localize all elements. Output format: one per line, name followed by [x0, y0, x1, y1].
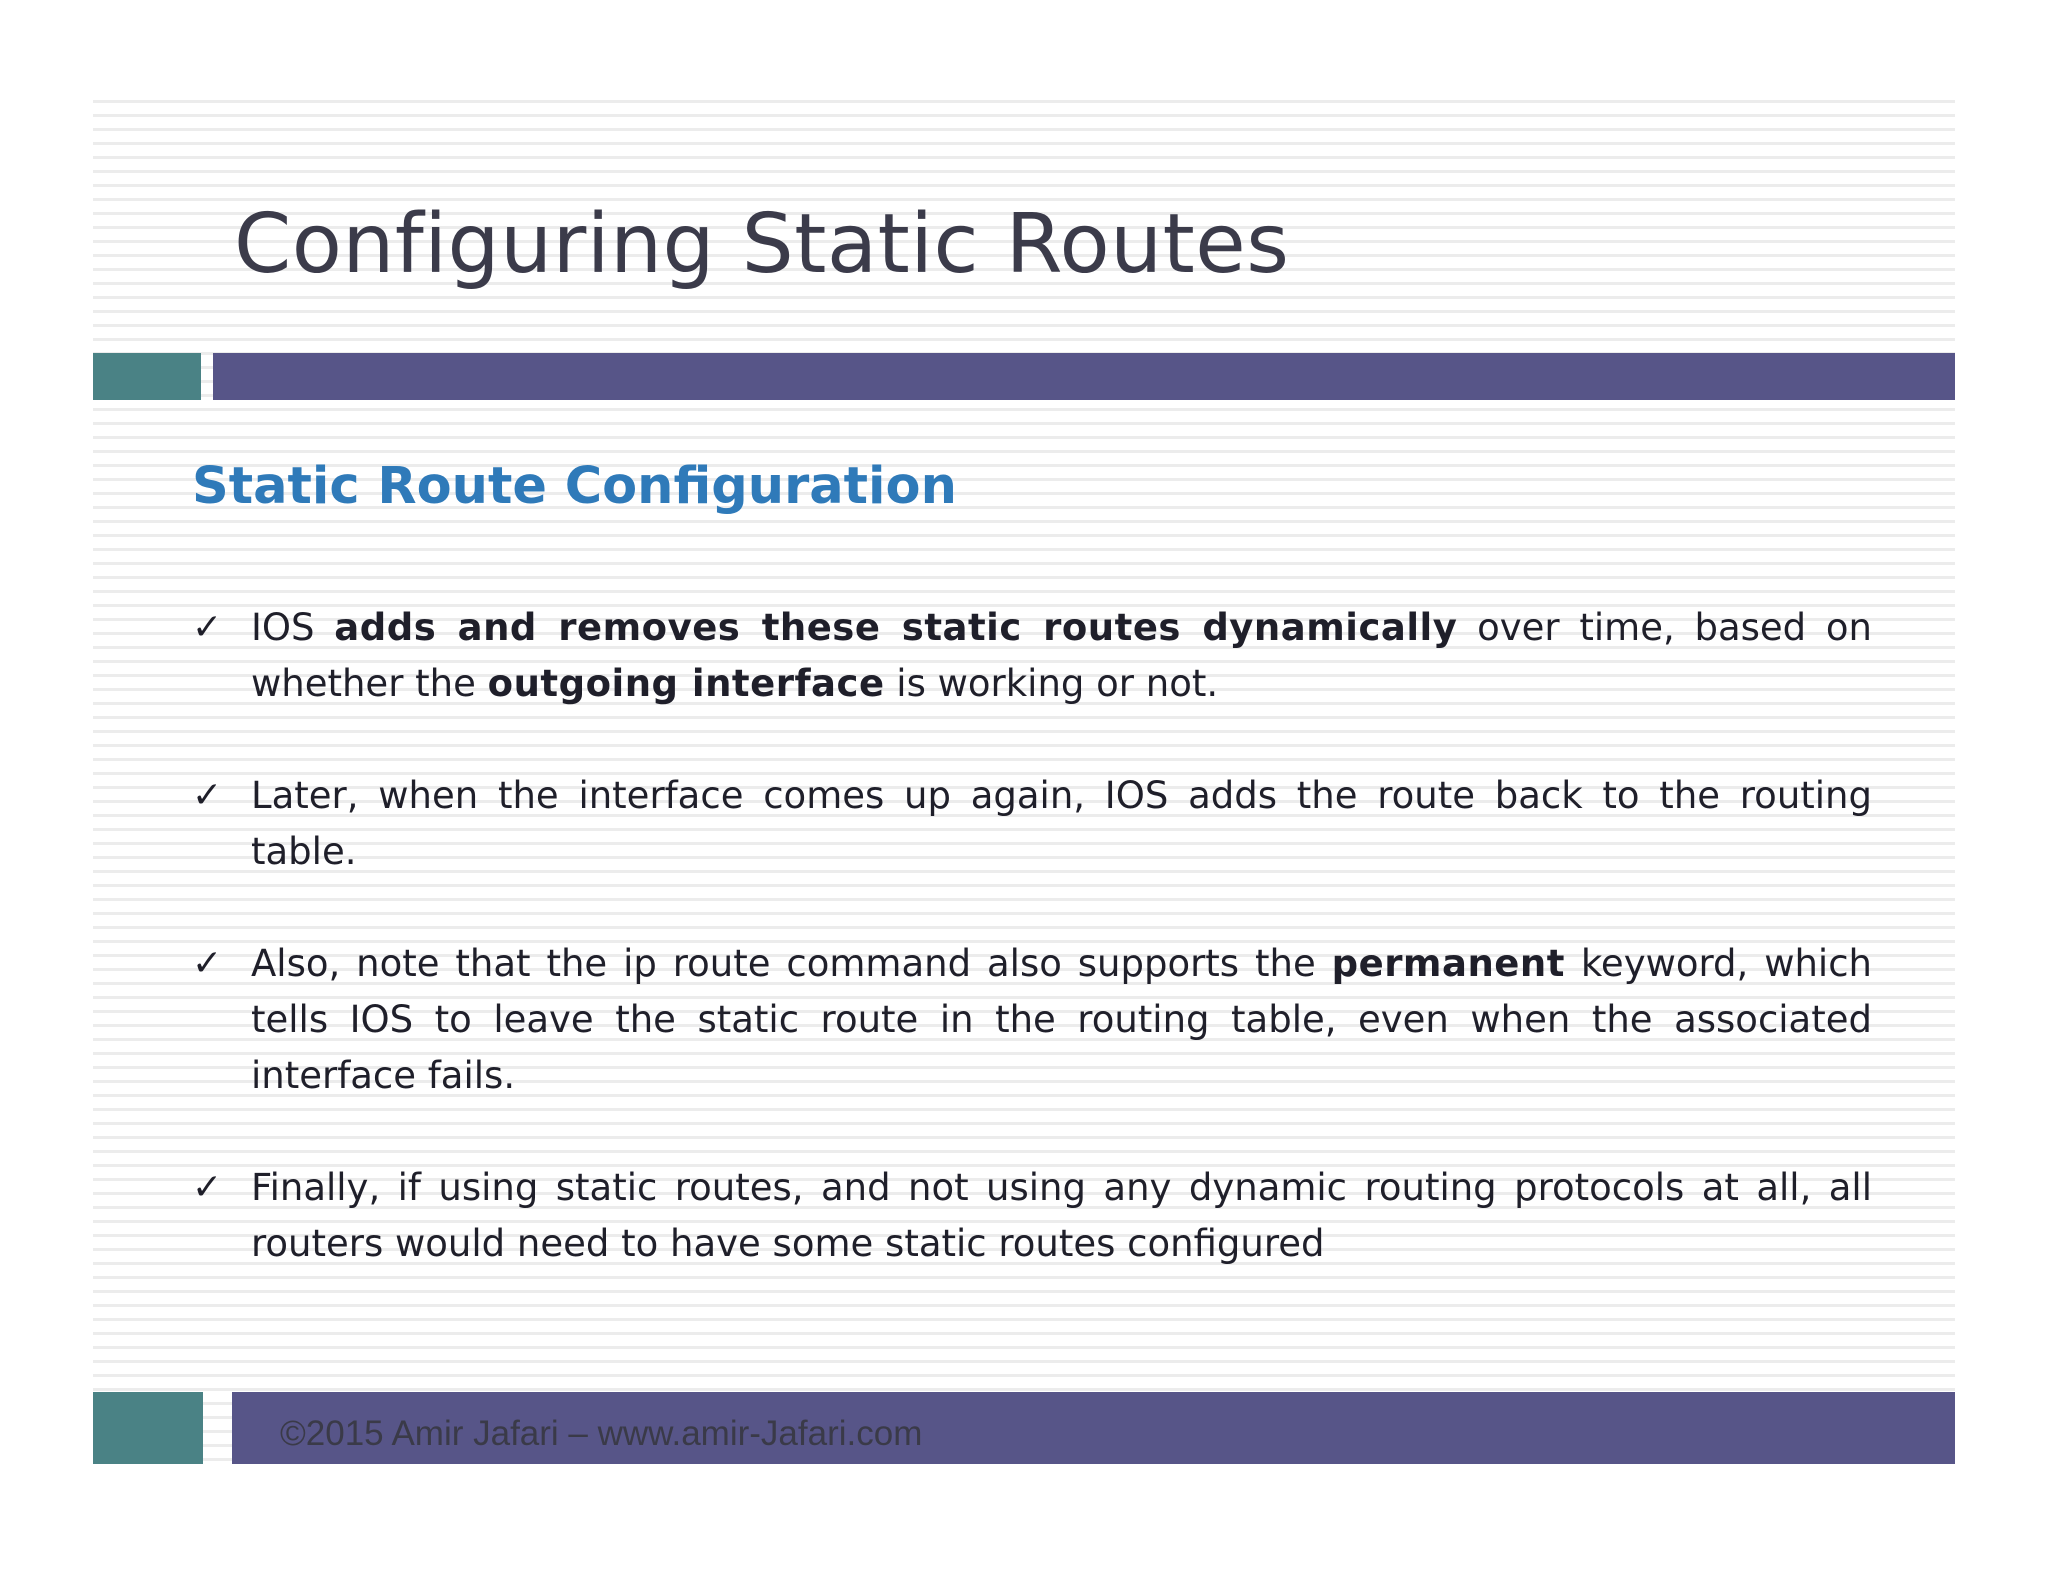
- section-heading: Static Route Configuration: [192, 457, 957, 516]
- bullet-text-segment: keyword, which tells IOS to leave the static route in the routing table, even when the associated interface fails.: [251, 942, 1872, 1097]
- checkmark-icon: ✓: [192, 607, 223, 648]
- footer-copyright: ©2015 Amir Jafari – www.amir-Jafari.com: [280, 1414, 923, 1453]
- bullet-text-segment: Later, when the interface comes up again, IOS adds the route back to the routing table.: [251, 774, 1872, 873]
- bullet-text-segment: over time, based on whether the: [251, 606, 1872, 705]
- header-accent-square: [93, 353, 201, 400]
- bullet-item: [192, 1160, 1872, 1272]
- bullet-item: [192, 936, 1872, 1104]
- bullet-text-emphasis: permanent: [1331, 942, 1565, 985]
- bullet-text-emphasis: adds and removes these static routes dynamically: [334, 606, 1458, 649]
- bullet-text-segment: IOS: [251, 606, 335, 649]
- bullet-item: [192, 768, 1872, 880]
- bullet-text-segment: Also, note that the ip route command also supports the: [251, 942, 1332, 985]
- header-accent-bar: [213, 353, 1955, 400]
- bullet-list: [192, 600, 1872, 1328]
- checkmark-icon: ✓: [192, 943, 223, 984]
- bullet-text-segment: Finally, if using static routes, and not using any dynamic routing protocols at all, all routers would need to have some static routes configured: [251, 1166, 1872, 1265]
- footer-accent-square: [93, 1392, 203, 1464]
- slide-title: Configuring Static Routes: [234, 197, 1290, 292]
- bullet-item: [192, 600, 1872, 712]
- checkmark-icon: ✓: [192, 775, 223, 816]
- checkmark-icon: ✓: [192, 1167, 223, 1208]
- bullet-text-emphasis: outgoing interface: [487, 662, 885, 705]
- bullet-text-segment: is working or not.: [884, 662, 1219, 705]
